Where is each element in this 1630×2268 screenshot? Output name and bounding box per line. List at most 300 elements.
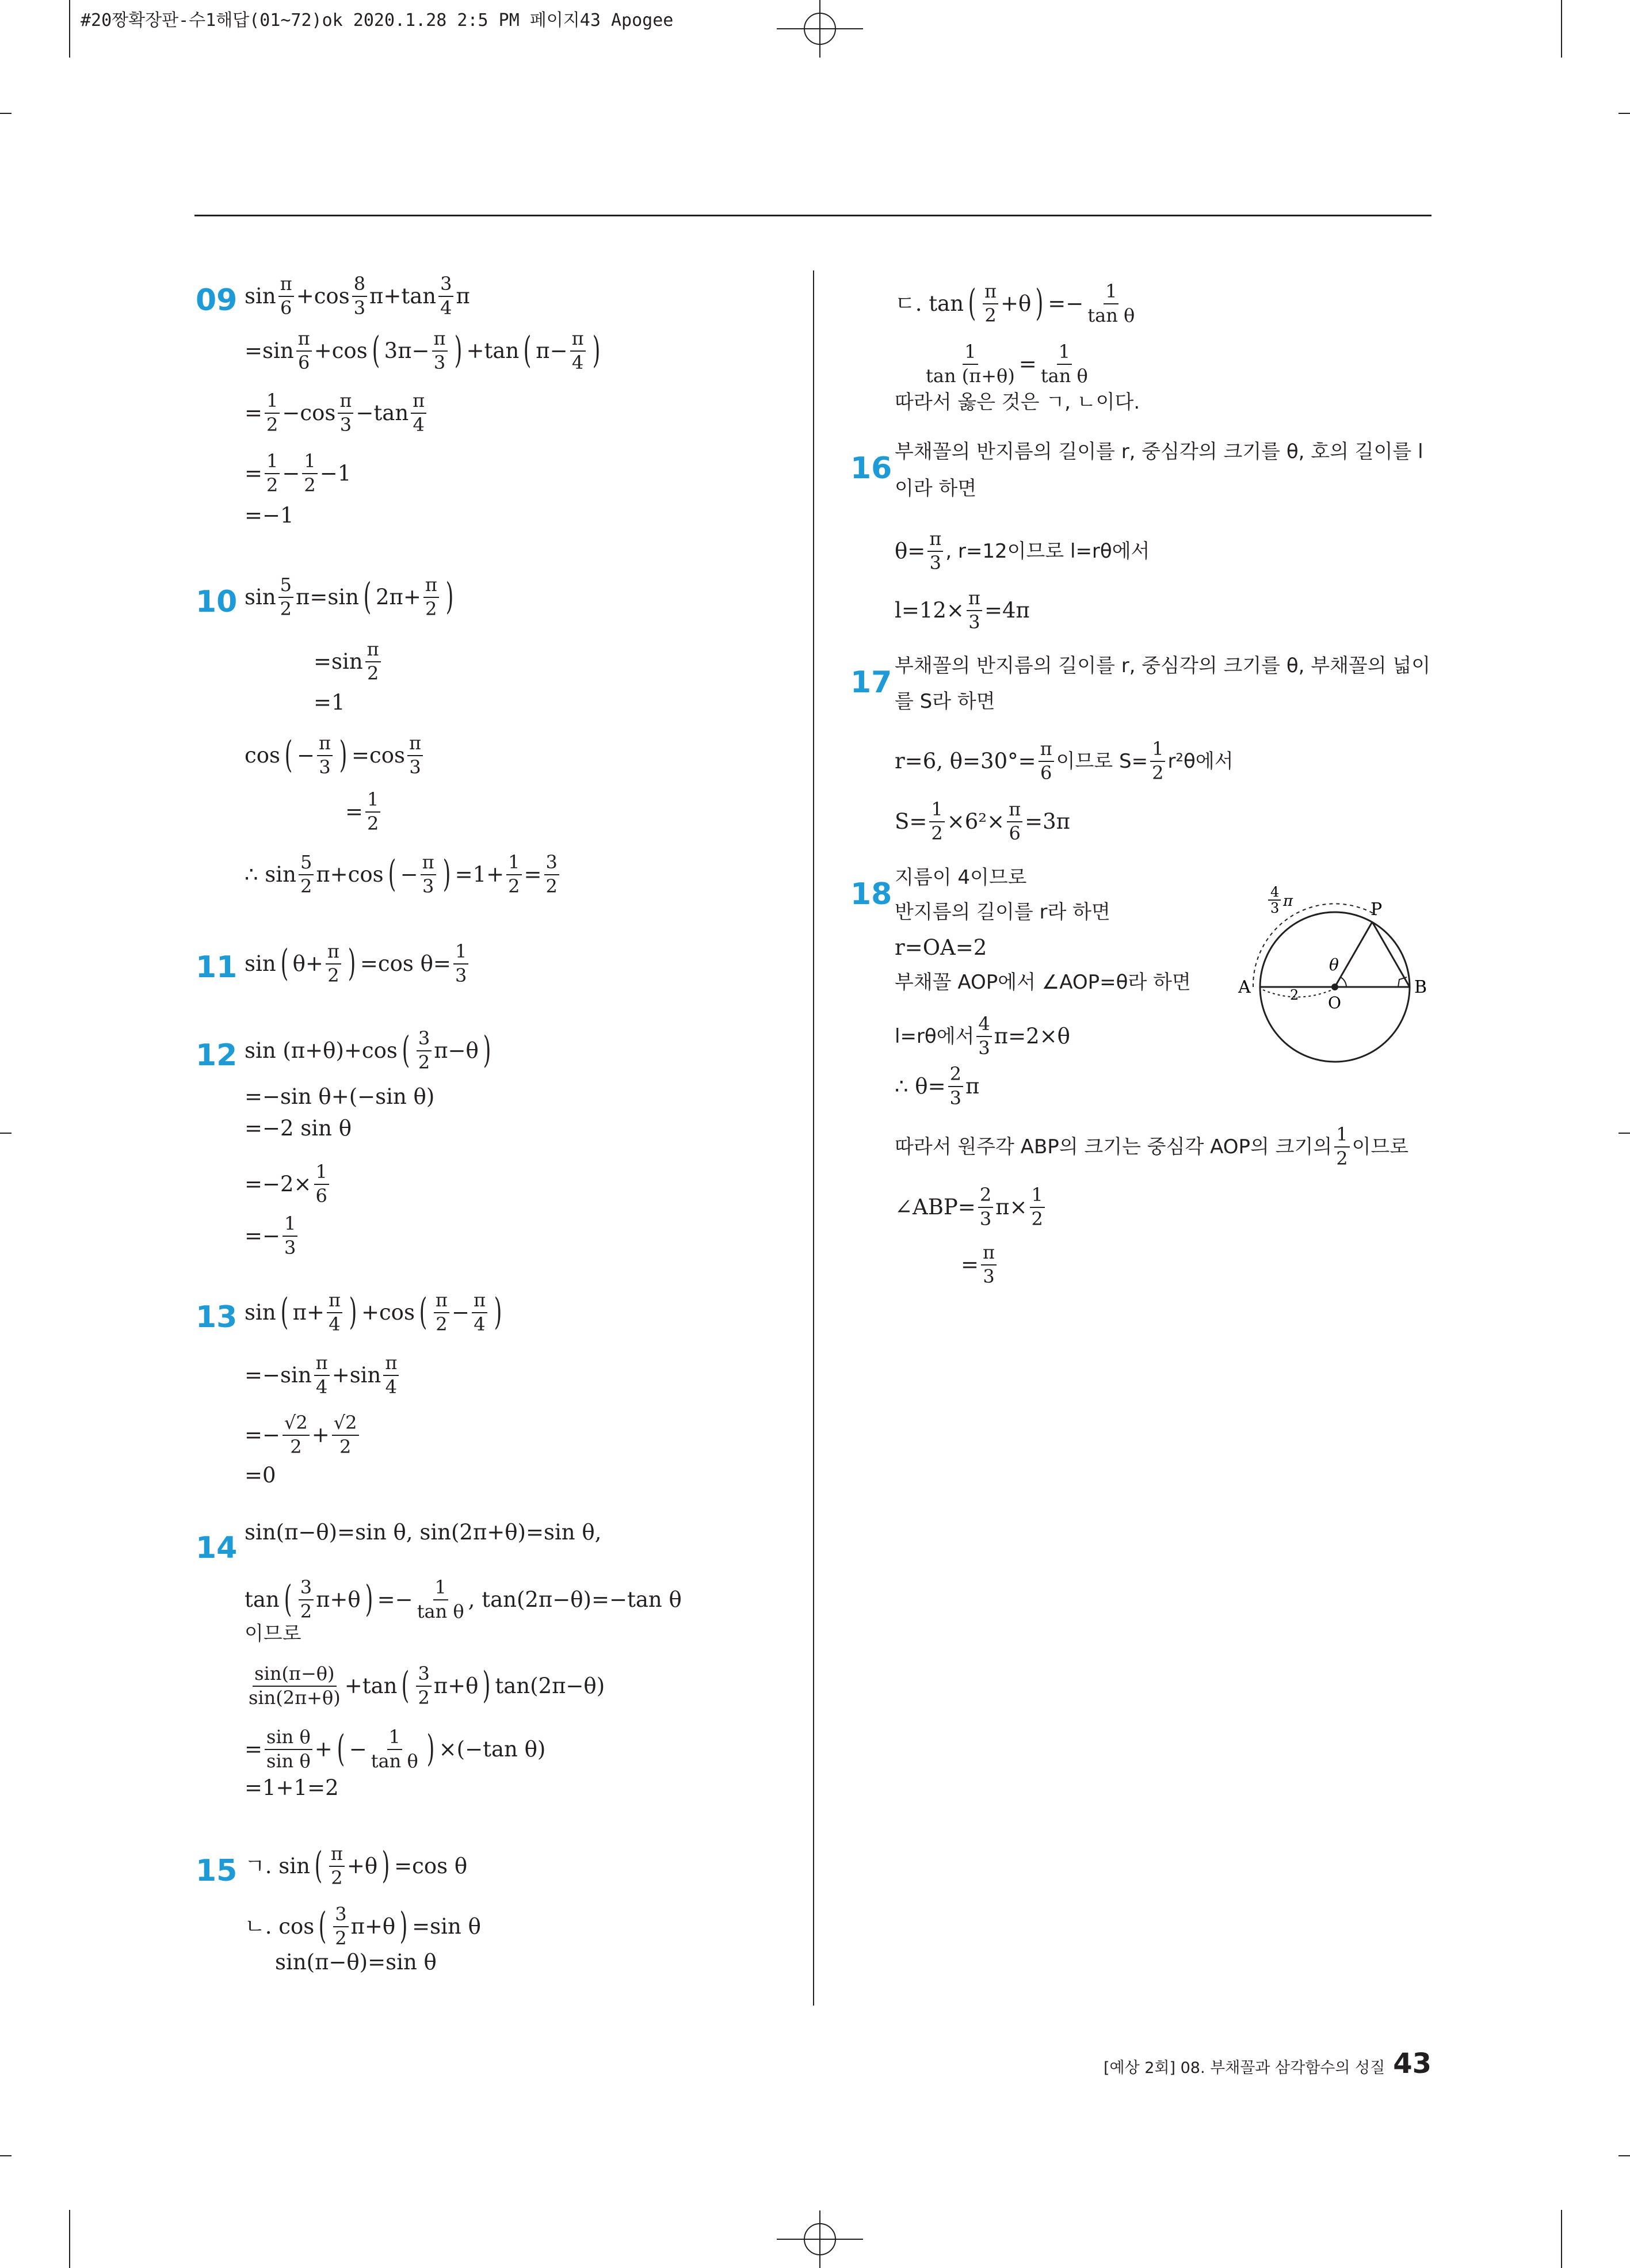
solution-line-09-5	[245, 505, 294, 526]
math-text: π+θ	[350, 1914, 396, 1939]
solution-line-17-3	[895, 740, 1234, 783]
numerator: √2	[283, 1413, 310, 1436]
math-text: 따라서 원주각 ABP의 크기는 중심각 AOP의 크기의	[895, 1135, 1333, 1158]
denominator: 2	[280, 597, 292, 620]
denominator: 2	[984, 304, 997, 326]
math-text: 이므로	[1352, 1135, 1409, 1158]
solution-line-15-6	[895, 392, 1140, 412]
math-text: sin	[245, 585, 276, 610]
solution-line-14-2	[245, 1578, 682, 1621]
numerator: π	[296, 329, 312, 352]
solution-line-11-1	[245, 942, 471, 985]
denominator: 4	[413, 413, 425, 436]
angle-arc	[1341, 977, 1346, 987]
math-text: tan(2π−θ)	[495, 1674, 605, 1699]
solution-line-14-1	[245, 1522, 601, 1543]
solution-line-14-4	[245, 1664, 605, 1707]
numerator: 5	[278, 575, 293, 598]
solution-line-14-6	[245, 1777, 339, 1798]
denominator: 6	[315, 1184, 327, 1207]
crop-mark	[1618, 2155, 1630, 2156]
problem-number-15: 15	[196, 1854, 238, 1888]
big-parenthesis: (	[280, 1291, 289, 1333]
fraction	[302, 452, 317, 495]
solution-line-15-5	[922, 342, 1092, 386]
solution-line-10-1	[245, 575, 458, 619]
segment-pb	[1372, 922, 1410, 987]
math-text: 부채꼴 AOP에서 ∠AOP=θ라 하면	[895, 971, 1191, 994]
solution-line-17-1	[895, 656, 1430, 676]
numerator: π	[338, 391, 353, 414]
big-parenthesis: )	[349, 1291, 357, 1333]
big-parenthesis: (	[388, 853, 396, 895]
column-divider	[813, 270, 814, 2006]
fraction	[416, 1664, 431, 1707]
label-theta: θ	[1329, 955, 1339, 974]
math-text: ㄷ. tan	[895, 291, 964, 317]
math-text: , tan(2π−θ)=−tan θ	[468, 1587, 682, 1613]
solution-line-18-1	[895, 868, 1027, 887]
denominator: 6	[1040, 761, 1052, 784]
numerator: 2	[948, 1065, 963, 1087]
solution-line-15-4	[895, 282, 1139, 325]
denominator: 2	[1031, 1207, 1043, 1230]
math-text: −1	[319, 461, 352, 486]
denominator: 2	[335, 1927, 347, 1949]
denominator: 2	[418, 1686, 430, 1709]
solution-line-10-2	[314, 640, 383, 683]
fraction	[369, 1728, 420, 1771]
fraction	[453, 942, 468, 985]
fraction	[976, 1015, 991, 1058]
solution-line-12-3	[245, 1118, 352, 1139]
math-text: =1	[314, 690, 345, 715]
fraction	[299, 853, 314, 896]
denominator: tan θ	[1087, 304, 1135, 326]
math-text: +tan	[466, 338, 520, 364]
problem-number-09: 09	[196, 283, 238, 318]
denominator: 3	[978, 1036, 990, 1059]
numerator: π	[314, 1354, 330, 1376]
crop-mark	[1561, 2210, 1562, 2268]
math-text: =	[961, 1252, 979, 1278]
solution-line-13-4	[245, 1465, 276, 1486]
math-text: r²θ에서	[1167, 749, 1234, 773]
big-parenthesis: )	[339, 734, 348, 776]
math-text: +sin	[331, 1363, 381, 1388]
numerator: π	[327, 1291, 342, 1313]
denominator: 3	[979, 1207, 992, 1230]
label-arc-den: 3	[1270, 900, 1280, 916]
math-text: =−	[245, 1423, 281, 1448]
solution-line-15-2	[245, 1905, 481, 1948]
math-text: r=OA=2	[895, 935, 987, 960]
fraction	[329, 1844, 345, 1888]
numerator: sin(π−θ)	[253, 1664, 336, 1687]
math-text: −	[296, 743, 315, 768]
center-point	[1331, 984, 1338, 990]
solution-line-10-6	[245, 853, 562, 896]
denominator: 2	[1152, 761, 1164, 784]
fraction	[421, 853, 436, 896]
fraction	[1039, 740, 1054, 783]
math-text: −	[451, 1300, 469, 1325]
problem-number-10: 10	[196, 585, 238, 619]
math-text: sin(π−θ)=sin θ, sin(2π+θ)=sin θ,	[245, 1520, 602, 1545]
big-parenthesis: (	[372, 329, 380, 372]
numerator: 1	[302, 452, 317, 474]
numerator: 1	[1150, 740, 1165, 762]
math-text: −tan	[356, 401, 409, 426]
numerator: 1	[314, 1162, 329, 1185]
numerator: π	[423, 575, 439, 598]
fraction	[1150, 740, 1165, 783]
math-text: =cos θ	[394, 1854, 468, 1879]
label-b: B	[1414, 977, 1427, 997]
big-parenthesis: )	[483, 1664, 491, 1707]
denominator: 2	[425, 597, 437, 620]
fraction	[365, 790, 380, 833]
math-text: 2π+	[375, 585, 421, 610]
denominator: 3	[422, 875, 434, 897]
fraction	[472, 1291, 487, 1334]
fraction	[1086, 282, 1136, 325]
denominator: 3	[983, 1265, 995, 1287]
solution-line-10-3	[314, 692, 345, 713]
print-slug: #20짱확장판-수1해답(01~72)ok 2020.1.28 2:5 PM 페이지43 Apogee	[81, 10, 674, 31]
math-text: ∴ θ=	[895, 1074, 946, 1099]
numerator: 5	[299, 853, 314, 875]
denominator: 2	[545, 875, 558, 897]
math-text: l=rθ에서	[895, 1024, 975, 1048]
fraction	[1030, 1186, 1045, 1229]
denominator: 3	[409, 756, 421, 778]
fraction	[332, 1413, 359, 1457]
numerator: 2	[978, 1186, 993, 1208]
math-text: sin(π−θ)=sin θ	[275, 1950, 437, 1975]
solution-line-12-1	[245, 1029, 495, 1072]
fraction	[333, 1905, 348, 1948]
math-text: ∴ sin	[245, 862, 296, 887]
solution-line-14-5	[245, 1728, 545, 1771]
numerator: 1	[506, 853, 521, 875]
denominator: 2	[1336, 1147, 1348, 1169]
math-text: π	[456, 284, 470, 309]
math-text: π=2×θ	[994, 1024, 1070, 1049]
math-text: =−2×	[245, 1172, 312, 1197]
crop-mark	[0, 2155, 12, 2156]
numerator: π	[967, 589, 982, 611]
big-parenthesis: (	[968, 282, 976, 325]
numerator: π	[411, 391, 426, 414]
solution-line-18-7	[895, 1125, 1408, 1168]
big-parenthesis: (	[284, 1578, 292, 1621]
numerator: 8	[352, 275, 367, 297]
solution-line-15-3	[275, 1951, 437, 1973]
denominator: 6	[280, 296, 292, 319]
denominator: tan θ	[371, 1749, 418, 1772]
solution-line-13-3	[245, 1413, 361, 1457]
solution-line-18-4	[895, 973, 1191, 992]
big-parenthesis: (	[402, 1664, 410, 1707]
numerator: sin θ	[265, 1728, 312, 1750]
label-arc-pi: π	[1283, 893, 1293, 910]
math-text: π	[965, 1074, 980, 1099]
numerator: 1	[1104, 282, 1119, 304]
math-text: 부채꼴의 반지름의 길이를 r, 중심각의 크기를 θ, 부채꼴의 넓이	[895, 654, 1431, 677]
numerator: π	[1007, 800, 1022, 822]
big-parenthesis: (	[363, 575, 372, 618]
big-parenthesis: )	[381, 1844, 390, 1887]
denominator: 2	[367, 662, 379, 684]
numerator: 1	[265, 391, 280, 414]
fraction	[1007, 800, 1022, 843]
registration-mark-bottom	[777, 2210, 863, 2268]
segment-op	[1335, 922, 1372, 987]
solution-line-16-4	[895, 589, 1030, 632]
math-text: =−	[377, 1587, 413, 1613]
denominator: 4	[474, 1313, 486, 1335]
crop-mark	[1561, 0, 1562, 58]
math-text: =3π	[1025, 809, 1071, 834]
crop-mark	[1618, 1133, 1630, 1134]
fraction	[314, 1354, 330, 1397]
fraction	[417, 1029, 432, 1072]
fraction	[415, 1578, 466, 1621]
numerator: π	[1039, 740, 1054, 762]
big-parenthesis: )	[592, 329, 600, 372]
denominator: 2	[266, 474, 278, 496]
numerator: π	[981, 1243, 997, 1265]
numerator: π	[472, 1291, 487, 1313]
math-text: =−sin	[245, 1363, 312, 1388]
denominator: 3	[339, 413, 352, 436]
header-rule	[194, 215, 1432, 216]
denominator: 2	[339, 1435, 352, 1458]
fraction	[432, 329, 448, 372]
math-text: S=	[895, 809, 927, 834]
math-text: =	[1018, 352, 1037, 377]
crop-mark	[1618, 113, 1630, 114]
math-text: −	[282, 461, 300, 486]
numerator: 3	[299, 1578, 314, 1600]
math-text: π=sin	[296, 585, 359, 610]
solution-line-13-1	[245, 1291, 506, 1334]
fraction	[326, 942, 341, 985]
fraction	[929, 800, 944, 843]
label-o: O	[1328, 993, 1341, 1012]
fraction	[265, 1728, 312, 1771]
denominator: 3	[929, 551, 941, 574]
registration-mark-top	[777, 0, 863, 58]
math-text: 따라서 옳은 것은 ㄱ, ㄴ이다.	[895, 391, 1140, 414]
solution-line-09-2	[245, 329, 605, 372]
numerator: π	[421, 853, 436, 875]
solution-line-13-2	[245, 1354, 401, 1397]
big-parenthesis: )	[348, 942, 356, 985]
big-parenthesis: )	[483, 1029, 491, 1072]
big-parenthesis: (	[284, 734, 293, 776]
denominator: 3	[455, 964, 467, 986]
math-text: 지름이 4이므로	[895, 866, 1027, 889]
big-parenthesis: )	[454, 329, 462, 372]
fraction	[978, 1186, 993, 1229]
numerator: π	[434, 1291, 449, 1313]
math-text: −	[349, 1737, 367, 1762]
solution-line-18-5	[895, 1015, 1070, 1058]
numerator: 3	[416, 1664, 431, 1687]
denominator: 2	[327, 964, 339, 986]
math-text: l=12×	[895, 598, 964, 623]
math-text: ㄱ. sin	[245, 1854, 310, 1879]
numerator: 1	[365, 790, 380, 813]
crop-mark	[69, 0, 70, 58]
math-text: +	[314, 1737, 333, 1762]
solution-line-18-3	[895, 937, 987, 958]
solution-line-16-1	[895, 442, 1423, 462]
math-text: ×(−tan θ)	[438, 1737, 546, 1762]
circle-figure	[1231, 880, 1444, 1070]
solution-line-16-2	[895, 479, 976, 498]
math-text: sin (π+θ)+cos	[245, 1038, 398, 1064]
math-text: −	[400, 862, 418, 887]
problem-number-13: 13	[196, 1300, 238, 1335]
fraction	[924, 342, 1017, 386]
math-text: ㄴ. cos	[245, 1914, 315, 1939]
fraction	[411, 391, 426, 434]
math-text: =cos	[351, 743, 405, 768]
math-text: =sin	[245, 338, 294, 364]
denominator: 4	[385, 1375, 398, 1398]
numerator: π	[329, 1844, 345, 1867]
crop-mark	[0, 1133, 12, 1134]
math-text: =	[524, 862, 542, 887]
problem-number-12: 12	[196, 1038, 238, 1073]
numerator: 1	[929, 800, 944, 822]
numerator: 1	[1030, 1186, 1045, 1208]
math-text: cos	[245, 743, 280, 768]
crop-mark	[69, 2210, 70, 2268]
big-parenthesis: (	[314, 1844, 323, 1887]
footer-section: [예상 2회] 08. 부채꼴과 삼각함수의 성질	[1103, 2059, 1385, 2077]
solution-line-09-3	[245, 391, 429, 434]
big-parenthesis: (	[419, 1291, 427, 1333]
denominator: 2	[367, 812, 379, 834]
denominator: 3	[949, 1087, 961, 1109]
denominator: 3	[433, 351, 446, 373]
fraction	[570, 329, 586, 372]
denominator: 3	[284, 1236, 296, 1259]
solution-line-15-1	[245, 1844, 467, 1888]
problem-number-18: 18	[850, 877, 892, 912]
numerator: 1	[283, 1214, 297, 1237]
math-text: 이라 하면	[895, 477, 977, 500]
math-text: π+tan	[369, 284, 437, 309]
crop-mark	[0, 113, 12, 114]
numerator: 1	[433, 1578, 448, 1600]
math-text: +cos	[314, 338, 368, 364]
numerator: π	[326, 942, 341, 965]
math-text: θ+	[292, 951, 323, 977]
big-parenthesis: (	[523, 329, 532, 372]
math-text: π+cos	[316, 862, 384, 887]
math-text: −cos	[282, 401, 336, 426]
fraction	[383, 1354, 399, 1397]
numerator: 3	[438, 275, 453, 297]
math-text: =	[345, 799, 364, 825]
math-text: 를 S라 하면	[895, 690, 995, 713]
big-parenthesis: (	[402, 1029, 410, 1072]
denominator: 3	[353, 296, 366, 319]
math-text: =1+1=2	[245, 1775, 339, 1800]
math-text: r=6, θ=30°=	[895, 749, 1036, 774]
solution-line-12-2	[245, 1086, 434, 1107]
big-parenthesis: )	[494, 1291, 502, 1333]
problem-number-16: 16	[850, 451, 892, 486]
fraction	[314, 1162, 329, 1206]
math-text: =4π	[984, 598, 1030, 623]
solution-line-09-1	[245, 275, 470, 318]
big-parenthesis: )	[442, 853, 451, 895]
math-text: =	[245, 1737, 263, 1762]
fraction	[1039, 342, 1090, 386]
math-text: +tan	[344, 1674, 398, 1699]
denominator: 2	[508, 875, 520, 897]
denominator: 2	[266, 413, 278, 436]
label-arc-num: 4	[1270, 884, 1280, 900]
fraction	[544, 853, 559, 896]
fraction	[423, 575, 439, 619]
fraction	[983, 282, 998, 325]
big-parenthesis: (	[280, 942, 289, 985]
problem-number-11: 11	[196, 950, 238, 985]
math-text: =	[245, 461, 263, 486]
numerator: 1	[1334, 1125, 1349, 1148]
denominator: 2	[300, 875, 312, 897]
solution-line-17-2	[895, 692, 995, 711]
numerator: π	[407, 734, 423, 756]
fraction	[278, 575, 293, 619]
numerator: π	[383, 1354, 399, 1376]
math-text: 이므로	[245, 1622, 301, 1645]
fraction	[283, 1413, 310, 1457]
big-parenthesis: )	[426, 1728, 435, 1770]
solution-line-09-4	[245, 452, 351, 495]
solution-line-10-4	[245, 734, 425, 777]
fraction	[434, 1291, 449, 1334]
numerator: π	[278, 275, 294, 297]
numerator: 1	[1057, 342, 1072, 365]
fraction	[352, 275, 367, 318]
denominator: 2	[304, 474, 316, 496]
math-text: =cos θ=	[360, 951, 451, 977]
numerator: √2	[332, 1413, 359, 1436]
solution-line-14-3	[245, 1624, 301, 1644]
numerator: π	[365, 640, 381, 662]
math-text: =−	[1048, 291, 1084, 317]
denominator: 2	[331, 1866, 343, 1889]
math-text: 반지름의 길이를 r라 하면	[895, 901, 1110, 924]
fraction	[438, 275, 453, 318]
big-parenthesis: (	[337, 1728, 345, 1770]
fraction	[967, 589, 982, 632]
solution-line-18-8	[895, 1186, 1047, 1229]
math-text: +cos	[361, 1300, 415, 1325]
fraction	[278, 275, 294, 318]
numerator: 3	[333, 1905, 348, 1927]
numerator: π	[317, 734, 333, 756]
math-text: 부채꼴의 반지름의 길이를 r, 중심각의 크기를 θ, 호의 길이를 l	[895, 440, 1423, 463]
